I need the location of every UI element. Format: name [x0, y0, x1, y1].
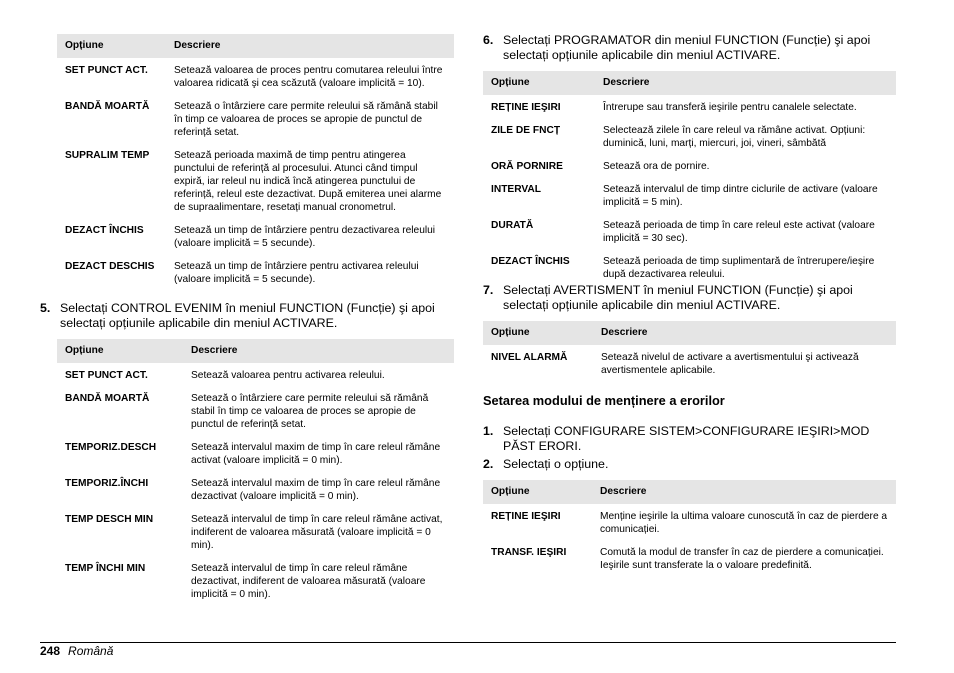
option-description: Setează valoarea de proces pentru comutarea releului între valoarea ridicată şi cea scăzută (valoare implicită = 10).	[174, 65, 443, 89]
table-row	[483, 345, 896, 387]
option-description: Setează o întârziere care permite releului să rămână stabil în timp ce valoarea de proces se apropie de punctul de referință setat.	[191, 393, 429, 430]
option-description: Setează un timp de întârziere pentru dezactivarea releului (valoare implicită = 5 secunde).	[174, 225, 436, 249]
footer	[40, 644, 113, 658]
table-header-row	[57, 34, 454, 58]
option-description: Setează perioada maximă de timp pentru atingerea punctului de referință al procesului. Atunci când timpul expiră, iar releul nu indică încă atingerea punctului de referință, releul este dezactivat. După emiterea unei alarme de supraalimentare, resetați manual cronometrul.	[174, 150, 442, 213]
option-name: REȚINE IEŞIRI	[491, 511, 561, 522]
table-row	[483, 219, 896, 255]
option-name: ORĂ PORNIRE	[491, 161, 563, 172]
option-name: ZILE DE FNCȚ	[491, 125, 561, 136]
step-text: Selectați CONTROL EVENIM în meniul FUNCTION (Funcție) şi apoi selectați opțiunile aplicabile din meniul ACTIVARE.	[60, 301, 435, 330]
option-name: REȚINE IEŞIRI	[491, 102, 561, 113]
table-row	[483, 160, 896, 183]
table-header-row	[483, 480, 896, 504]
option-name: TEMP ÎNCHI MIN	[65, 563, 146, 574]
options-table-event-control	[57, 339, 454, 611]
table-row	[483, 504, 896, 546]
option-name: TRANSF. IEŞIRI	[491, 547, 567, 558]
table-header-row	[483, 71, 896, 95]
option-description: Setează nivelul de activare a avertismentului şi activează avertismentele aplicabile.	[601, 352, 859, 376]
step-text: Selectați CONFIGURARE SISTEM>CONFIGURARE IEŞIRI>MOD PĂST ERORI.	[503, 424, 870, 453]
option-name: SET PUNCT ACT.	[65, 65, 148, 76]
option-name: TEMPORIZ.ÎNCHI	[65, 478, 149, 489]
option-name: DEZACT DESCHIS	[65, 261, 155, 272]
option-name: SUPRALIM TEMP	[65, 150, 150, 161]
option-name: BANDĂ MOARTĂ	[65, 101, 150, 112]
option-description: Setează intervalul de timp în care releul rămâne dezactivat, indiferent de valoarea măsurată (valoare implicită = 0 min).	[191, 563, 426, 600]
option-description: Comută la modul de transfer în caz de pierdere a comunicației. Ieşirile sunt transferate la o valoare predefinită.	[600, 547, 884, 571]
option-description: Selectează zilele în care releul va rămâne activat. Opțiuni: duminică, luni, marți, miercuri, joi, vineri, sâmbătă	[603, 125, 866, 149]
option-description: Menține ieşirile la ultima valoare cunoscută în caz de pierdere a comunicației.	[600, 511, 888, 535]
option-name: BANDĂ MOARTĂ	[65, 393, 150, 404]
option-name: DEZACT ÎNCHIS	[65, 225, 144, 236]
table-row	[57, 513, 454, 562]
options-table-scheduler	[483, 71, 896, 291]
option-description: Setează intervalul maxim de timp în care releul rămâne dezactivat (valoare implicită = 0 min).	[191, 478, 441, 502]
option-description: Setează ora de pornire.	[603, 161, 710, 172]
section-heading: Setarea modului de menținere a erorilor	[483, 393, 725, 408]
table-row	[483, 183, 896, 219]
table-row	[57, 477, 454, 513]
column-header-description: Descriere	[166, 34, 454, 58]
column-header-option: Opțiune	[483, 480, 592, 504]
table-row	[483, 124, 896, 160]
step-number: 7.	[483, 283, 494, 297]
table-row	[57, 58, 454, 100]
options-table-warning	[483, 321, 896, 387]
column-header-option: Opțiune	[483, 71, 595, 95]
step-number: 5.	[40, 301, 51, 315]
table-row	[57, 363, 454, 392]
option-description: Setează valoarea pentru activarea releului.	[191, 370, 385, 381]
option-name: TEMPORIZ.DESCH	[65, 442, 157, 453]
option-description: Setează intervalul de timp în care releul rămâne activat, indiferent de valoarea măsurată (valoare implicită = 0 min).	[191, 514, 443, 551]
table-row	[57, 260, 454, 296]
table-header-row	[483, 321, 896, 345]
table-row	[57, 441, 454, 477]
option-description: Întrerupe sau transferă ieşirile pentru canalele selectate.	[603, 102, 857, 113]
option-description: Setează intervalul maxim de timp în care releul rămâne activat (valoare implicită = 0 min).	[191, 442, 441, 466]
column-header-description: Descriere	[183, 339, 454, 363]
option-name: DEZACT ÎNCHIS	[491, 256, 570, 267]
step-number: 6.	[483, 33, 494, 47]
option-description: Setează perioada de timp suplimentară de întrerupere/ieşire după dezactivarea releului.	[603, 256, 875, 280]
table-header-row	[57, 339, 454, 363]
table-row	[483, 546, 896, 582]
step-number: 1.	[483, 424, 494, 438]
option-name: INTERVAL	[491, 184, 541, 195]
table-row	[57, 149, 454, 224]
step-text: Selectați o opțiune.	[503, 457, 609, 471]
column-header-description: Descriere	[592, 480, 896, 504]
column-header-option: Opțiune	[57, 34, 166, 58]
options-table-fail-mode	[483, 480, 896, 582]
table-row	[57, 392, 454, 441]
column-header-option: Opțiune	[57, 339, 183, 363]
options-table-relay	[57, 34, 454, 296]
option-description: Setează o întârziere care permite releului să rămână stabil în timp ce valoarea de proces se apropie de punctul de referință setat.	[174, 101, 438, 138]
step-text: Selectați AVERTISMENT în meniul FUNCTION (Funcție) şi apoi selectați opțiunile aplicabile din meniul ACTIVARE.	[503, 283, 853, 312]
column-header-description: Descriere	[595, 71, 896, 95]
option-name: TEMP DESCH MIN	[65, 514, 154, 525]
option-name: NIVEL ALARMĂ	[491, 352, 568, 363]
option-name: DURATĂ	[491, 220, 534, 231]
option-description: Setează perioada de timp în care releul este activat (valoare implicită = 30 sec).	[603, 220, 875, 244]
table-row	[483, 95, 896, 124]
footer-rule	[40, 642, 896, 643]
option-name: SET PUNCT ACT.	[65, 370, 148, 381]
table-row	[57, 224, 454, 260]
step-text: Selectați PROGRAMATOR din meniul FUNCTION (Funcție) şi apoi selectați opțiunile aplicabile din meniul ACTIVARE.	[503, 33, 871, 62]
table-row	[57, 100, 454, 149]
column-header-description: Descriere	[593, 321, 896, 345]
step-number: 2.	[483, 457, 494, 471]
option-description: Setează un timp de întârziere pentru activarea releului (valoare implicită = 5 secunde).	[174, 261, 419, 285]
page-number: 248	[40, 644, 61, 658]
column-header-option: Opțiune	[483, 321, 593, 345]
option-description: Setează intervalul de timp dintre ciclurile de activare (valoare implicită = 5 min).	[603, 184, 878, 208]
table-row	[57, 562, 454, 611]
footer-language: Română	[68, 644, 114, 658]
